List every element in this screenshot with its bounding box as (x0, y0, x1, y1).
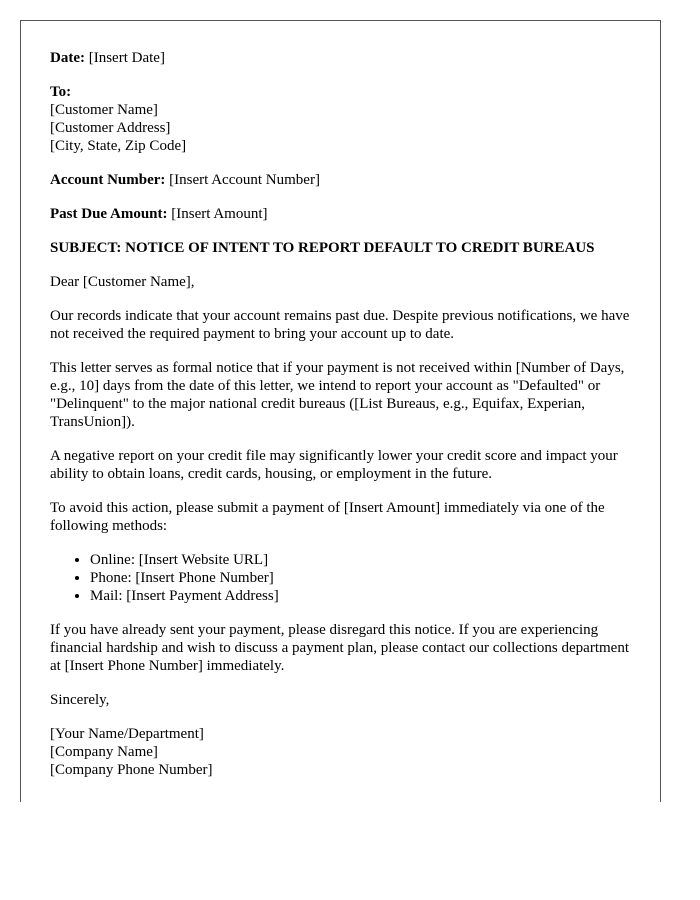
letter-body (50, 49, 640, 795)
sign-off: Sincerely, (50, 692, 110, 708)
paragraph-closing: If you have already sent your payment, please disregard this notice. If you are experiencing financial hardship and wish to discuss a payment plan, please contact our collections department at [Insert Phone Number] immediately. (50, 622, 629, 674)
recipient-block (50, 83, 640, 155)
past-due-label: Past Due Amount: (50, 206, 168, 222)
salutation: Dear [Customer Name], (50, 274, 195, 290)
company-phone: [Company Phone Number] (50, 762, 213, 778)
to-label: To: (50, 84, 72, 100)
paragraph-avoid-action: To avoid this action, please submit a payment of [Insert Amount] immediately via one of the following methods: (50, 500, 605, 534)
date-value: [Insert Date] (88, 50, 165, 66)
paragraph-records: Our records indicate that your account remains past due. Despite previous notifications, we have not received the required payment to bring your account up to date. (50, 308, 630, 342)
customer-address: [Customer Address] (50, 120, 171, 136)
account-number-label: Account Number: (50, 172, 166, 188)
customer-name: [Customer Name] (50, 102, 158, 118)
signature-block (50, 725, 640, 779)
past-due-line (50, 205, 640, 223)
subject-line: SUBJECT: NOTICE OF INTENT TO REPORT DEFAULT TO CREDIT BUREAUS (50, 240, 595, 256)
date-line (50, 49, 640, 67)
city-state-zip: [City, State, Zip Code] (50, 138, 187, 154)
past-due-value: [Insert Amount] (171, 206, 268, 222)
signer-name: [Your Name/Department] (50, 726, 204, 742)
payment-method-phone: • Phone: [Insert Phone Number] (90, 569, 640, 587)
payment-method-mail: • Mail: [Insert Payment Address] (90, 587, 640, 605)
letter-page (20, 20, 661, 802)
date-label: Date: (50, 50, 85, 66)
payment-methods-list (50, 551, 640, 605)
account-number-value: [Insert Account Number] (169, 172, 320, 188)
payment-method-online: • Online: [Insert Website URL] (90, 551, 640, 569)
account-number-line (50, 171, 640, 189)
company-name: [Company Name] (50, 744, 158, 760)
paragraph-negative-report: A negative report on your credit file may significantly lower your credit score and impact your ability to obtain loans, credit cards, housing, or employment in the future. (50, 448, 618, 482)
paragraph-formal-notice: This letter serves as formal notice that if your payment is not received within [Number of Days, e.g., 10] days from the date of this letter, we intend to report your account as "Defaulted" or "Delinquent" to the major national credit bureaus ([List Bureaus, e.g., Equifax, Experian, TransUnion]). (50, 360, 625, 430)
